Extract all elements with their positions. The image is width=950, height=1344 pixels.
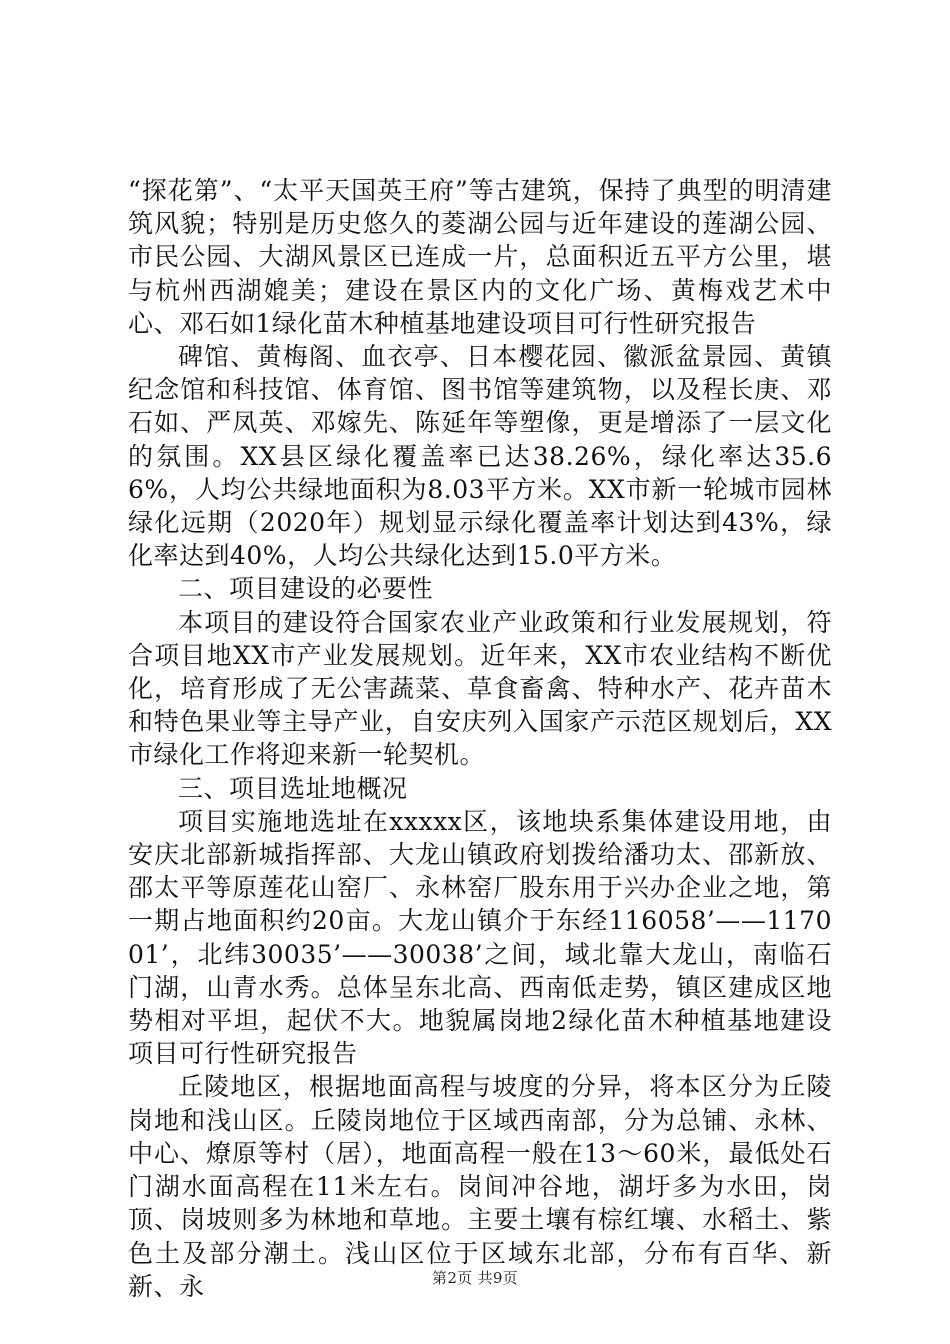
page-number-footer: 第2页 共9页: [432, 1269, 518, 1287]
paragraph-project-necessity: 本项目的建设符合国家农业产业政策和行业发展规划，符合项目地XX市产业发展规划。近年来，XX市农业结构不断优化，培育形成了无公害蔬菜、草食畜禽、特种水产、花卉苗木和特色果业等主导产业，自安庆列入国家产示范区规划后，XX市绿化工作将迎来新一轮契机。: [128, 607, 832, 770]
paragraph-site-overview: 项目实施地选址在xxxxx区，该地块系集体建设用地，由安庆北部新城指挥部、大龙山镇政府划拨给潘功太、邵新放、邵太平等原莲花山窑厂、永林窑厂股东用于兴办企业之地，第一期占地面积约20亩。大龙山镇介于东经116058’——117001’，北纬30035’——30038’之间，域北靠大龙山，南临石门湖，山青水秀。总体呈东北高、西南低走势，镇区建成区地势相对平坦，起伏不大。地貌属岗地2绿化苗木种植基地建设项目可行性研究报告: [128, 806, 832, 1069]
paragraph-greening-rate: 碑馆、黄梅阁、血衣亭、日本樱花园、徽派盆景园、黄镇纪念馆和科技馆、体育馆、图书馆等建筑物，以及程长庚、邓石如、严凤英、邓嫁先、陈延年等塑像，更是增添了一层文化的氛围。XX县区绿化覆盖率已达38.26%，绿化率达35.66%，人均公共绿地面积为8.03平方米。XX市新一轮城市园林绿化远期（2020年）规划显示绿化覆盖率计划达到43%，绿化率达到40%，人均公共绿化达到15.0平方米。: [128, 342, 832, 571]
paragraph-scenic-area: “探花第”、“太平天国英王府”等古建筑，保持了典型的明清建筑风貌；特别是历史悠久的菱湖公园与近年建设的莲湖公园、市民公园、大湖风景区已连成一片，总面积近五平方公里，堪与杭州西湖媲美；建设在景区内的文化广场、黄梅戏艺术中心、邓石如1绿化苗木种植基地建设项目可行性研究报告: [128, 176, 832, 338]
document-body: [128, 174, 832, 1303]
heading-site-overview: 三、项目选址地概况: [178, 773, 408, 803]
paragraph-hilly-area: 丘陵地区，根据地面高程与坡度的分异，将本区分为丘陵岗地和浅山区。丘陵岗地位于区域西南部，分为总铺、永林、中心、燎原等村（居），地面高程一般在13～60米，最低处石门湖水面高程在11米左右。岗间冲谷地，湖圩多为水田，岗顶、岗坡则多为林地和草地。主要土壤有棕红壤、水稻土、紫色土及部分潮土。浅山区位于区域东北部，分布有百华、新新、永: [128, 1072, 832, 1301]
heading-project-necessity: 二、项目建设的必要性: [178, 574, 434, 604]
